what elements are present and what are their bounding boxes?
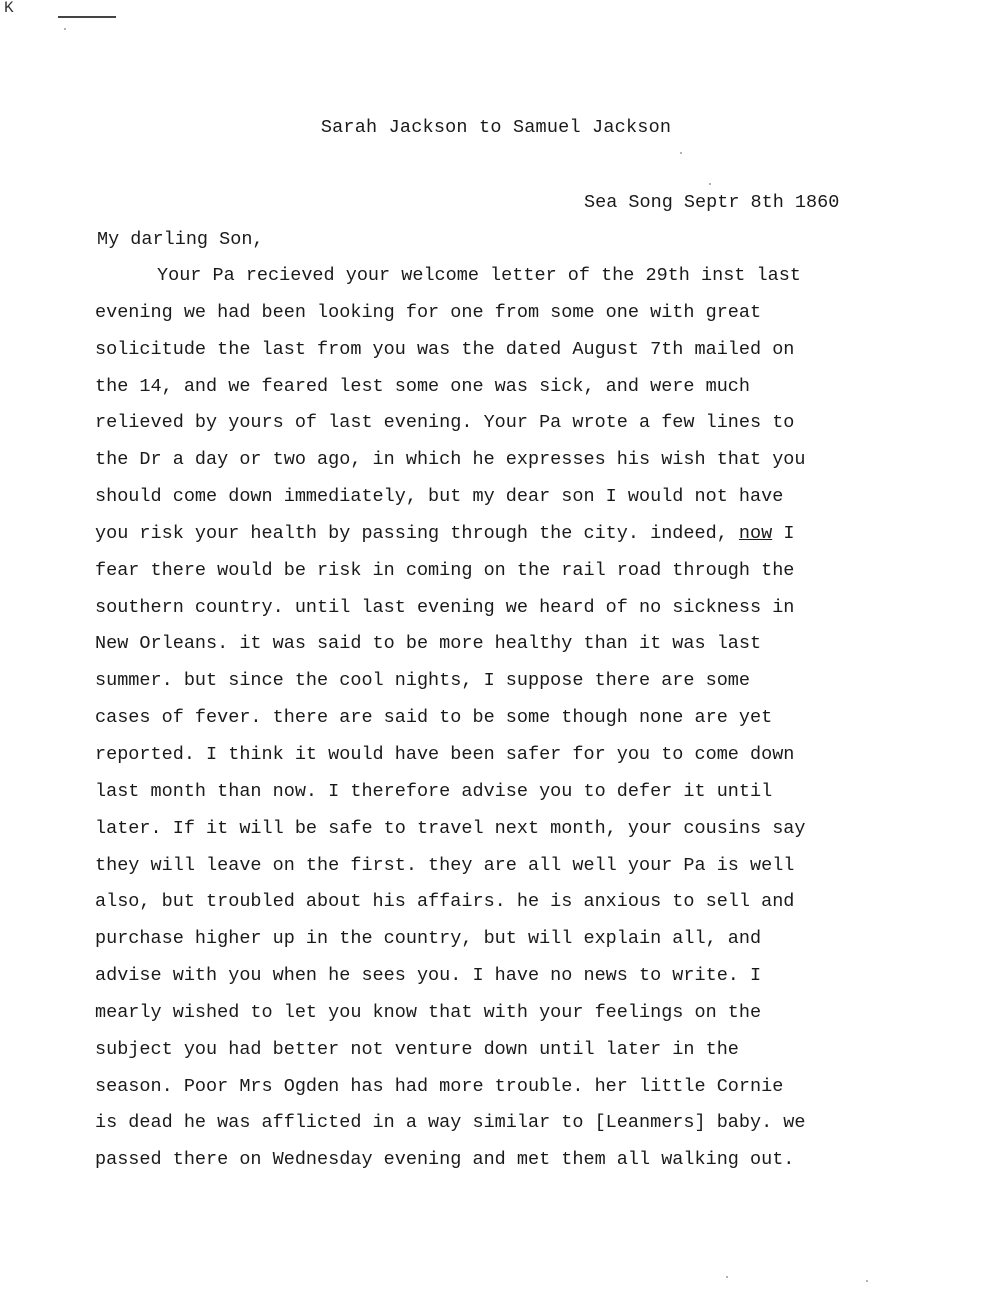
body-line: purchase higher up in the country, but will explain all, and [95, 928, 762, 950]
letter-salutation: My darling Son, [97, 229, 264, 250]
body-line-text: you risk your health by passing through the city. indeed, [95, 522, 728, 544]
body-line: is dead he was afflicted in a way similar to [Leanmers] baby. we [95, 1112, 806, 1134]
body-line: mearly wished to let you know that with your feelings on the [95, 1001, 762, 1023]
body-line: reported. I think it would have been safer for you to come down [95, 743, 795, 765]
body-line: also, but troubled about his affairs. he is anxious to sell and [95, 891, 795, 913]
body-line: Your Pa recieved your welcome letter of the 29th inst last [157, 265, 801, 286]
body-line: later. If it will be safe to travel next month, your cousins say [95, 817, 806, 839]
scan-speck [680, 152, 682, 154]
body-line-tail: I [772, 522, 795, 544]
body-line: southern country. until last evening we heard of no sickness in [95, 596, 795, 618]
body-line: fear there would be risk in coming on the rail road through the [95, 559, 795, 581]
corner-mark: K [4, 0, 14, 17]
underlined-word: now [738, 522, 773, 544]
body-line: last month than now. I therefore advise you to defer it until [95, 780, 773, 802]
body-line: season. Poor Mrs Ogden has had more trouble. her little Cornie [95, 1075, 784, 1097]
body-line: solicitude the last from you was the dated August 7th mailed on [95, 338, 795, 360]
scan-speck [726, 1276, 728, 1278]
body-line: the 14, and we feared lest some one was sick, and were much [95, 375, 751, 397]
body-line: the Dr a day or two ago, in which he expresses his wish that you [95, 449, 806, 471]
body-line: relieved by yours of last evening. Your Pa wrote a few lines to [95, 412, 795, 434]
body-line: cases of fever. there are said to be some though none are yet [95, 707, 773, 729]
letter-body [95, 264, 915, 1185]
body-line: evening we had been looking for one from some one with great [95, 301, 762, 323]
body-line: subject you had better not venture down until later in the [95, 1038, 739, 1060]
scan-speck [64, 28, 66, 30]
body-line: advise with you when he sees you. I have no news to write. I [95, 965, 762, 987]
body-line: New Orleans. it was said to be more healthy than it was last [95, 633, 762, 655]
top-rule [58, 16, 116, 18]
body-line: passed there on Wednesday evening and met them all walking out. [95, 1149, 795, 1171]
letter-title: Sarah Jackson to Samuel Jackson [320, 117, 672, 138]
scan-speck [866, 1280, 868, 1282]
body-line-with-underline [95, 522, 915, 559]
body-line: should come down immediately, but my dear son I would not have [95, 486, 784, 508]
body-line: summer. but since the cool nights, I suppose there are some [95, 670, 751, 692]
body-line: they will leave on the first. they are all well your Pa is well [95, 854, 795, 876]
scan-speck [709, 183, 711, 185]
letter-dateline: Sea Song Septr 8th 1860 [584, 192, 840, 213]
